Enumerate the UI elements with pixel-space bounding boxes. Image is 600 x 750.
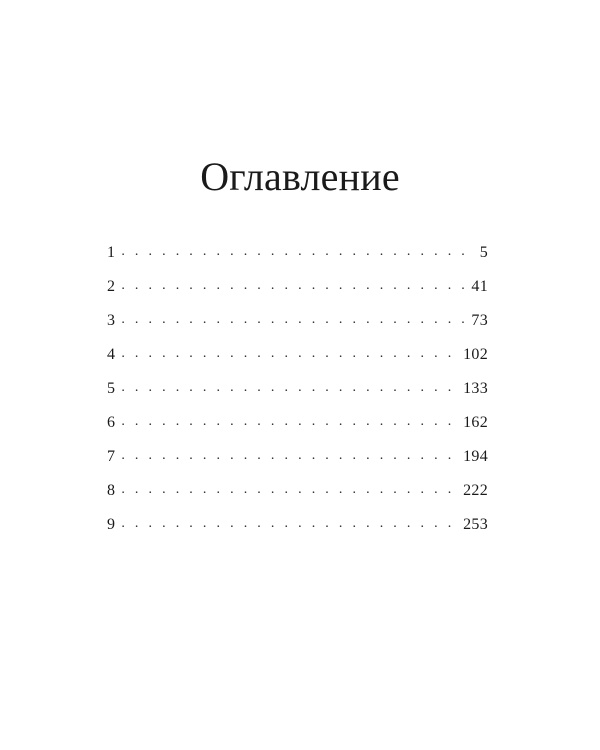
toc-chapter-number: 7 [107,448,121,466]
toc-chapter-number: 3 [107,312,121,330]
toc-page-number: 253 [457,516,488,534]
toc-entry[interactable] [107,474,488,508]
toc-page-number: 133 [457,380,488,398]
toc-dot-leader [121,447,457,467]
toc-page-number: 222 [457,482,488,500]
toc-page-number: 162 [457,414,488,432]
toc-entry[interactable] [107,236,488,270]
toc-chapter-number: 5 [107,380,121,398]
toc-dot-leader [121,379,457,399]
page-title: Оглавление [200,153,400,199]
toc-page-number: 5 [474,244,488,262]
toc-dot-leader [121,243,473,263]
toc-chapter-number: 2 [107,278,121,296]
toc-page-number: 41 [465,278,488,296]
toc-dot-leader [121,345,457,365]
toc-chapter-number: 8 [107,482,121,500]
toc-dot-leader [121,481,457,501]
toc-page-number: 102 [457,346,488,364]
toc-entry[interactable] [107,304,488,338]
toc-dot-leader [121,311,465,331]
toc-entry[interactable] [107,406,488,440]
toc-entry[interactable] [107,270,488,304]
toc-dot-leader [121,277,465,297]
table-of-contents [107,236,488,542]
toc-chapter-number: 9 [107,516,121,534]
toc-page-number: 73 [465,312,488,330]
toc-chapter-number: 6 [107,414,121,432]
toc-dot-leader [121,413,457,433]
toc-entry[interactable] [107,440,488,474]
toc-dot-leader [121,515,457,535]
toc-entry[interactable] [107,508,488,542]
toc-chapter-number: 4 [107,346,121,364]
toc-entry[interactable] [107,372,488,406]
toc-entry[interactable] [107,338,488,372]
toc-page-number: 194 [457,448,488,466]
toc-chapter-number: 1 [107,244,121,262]
